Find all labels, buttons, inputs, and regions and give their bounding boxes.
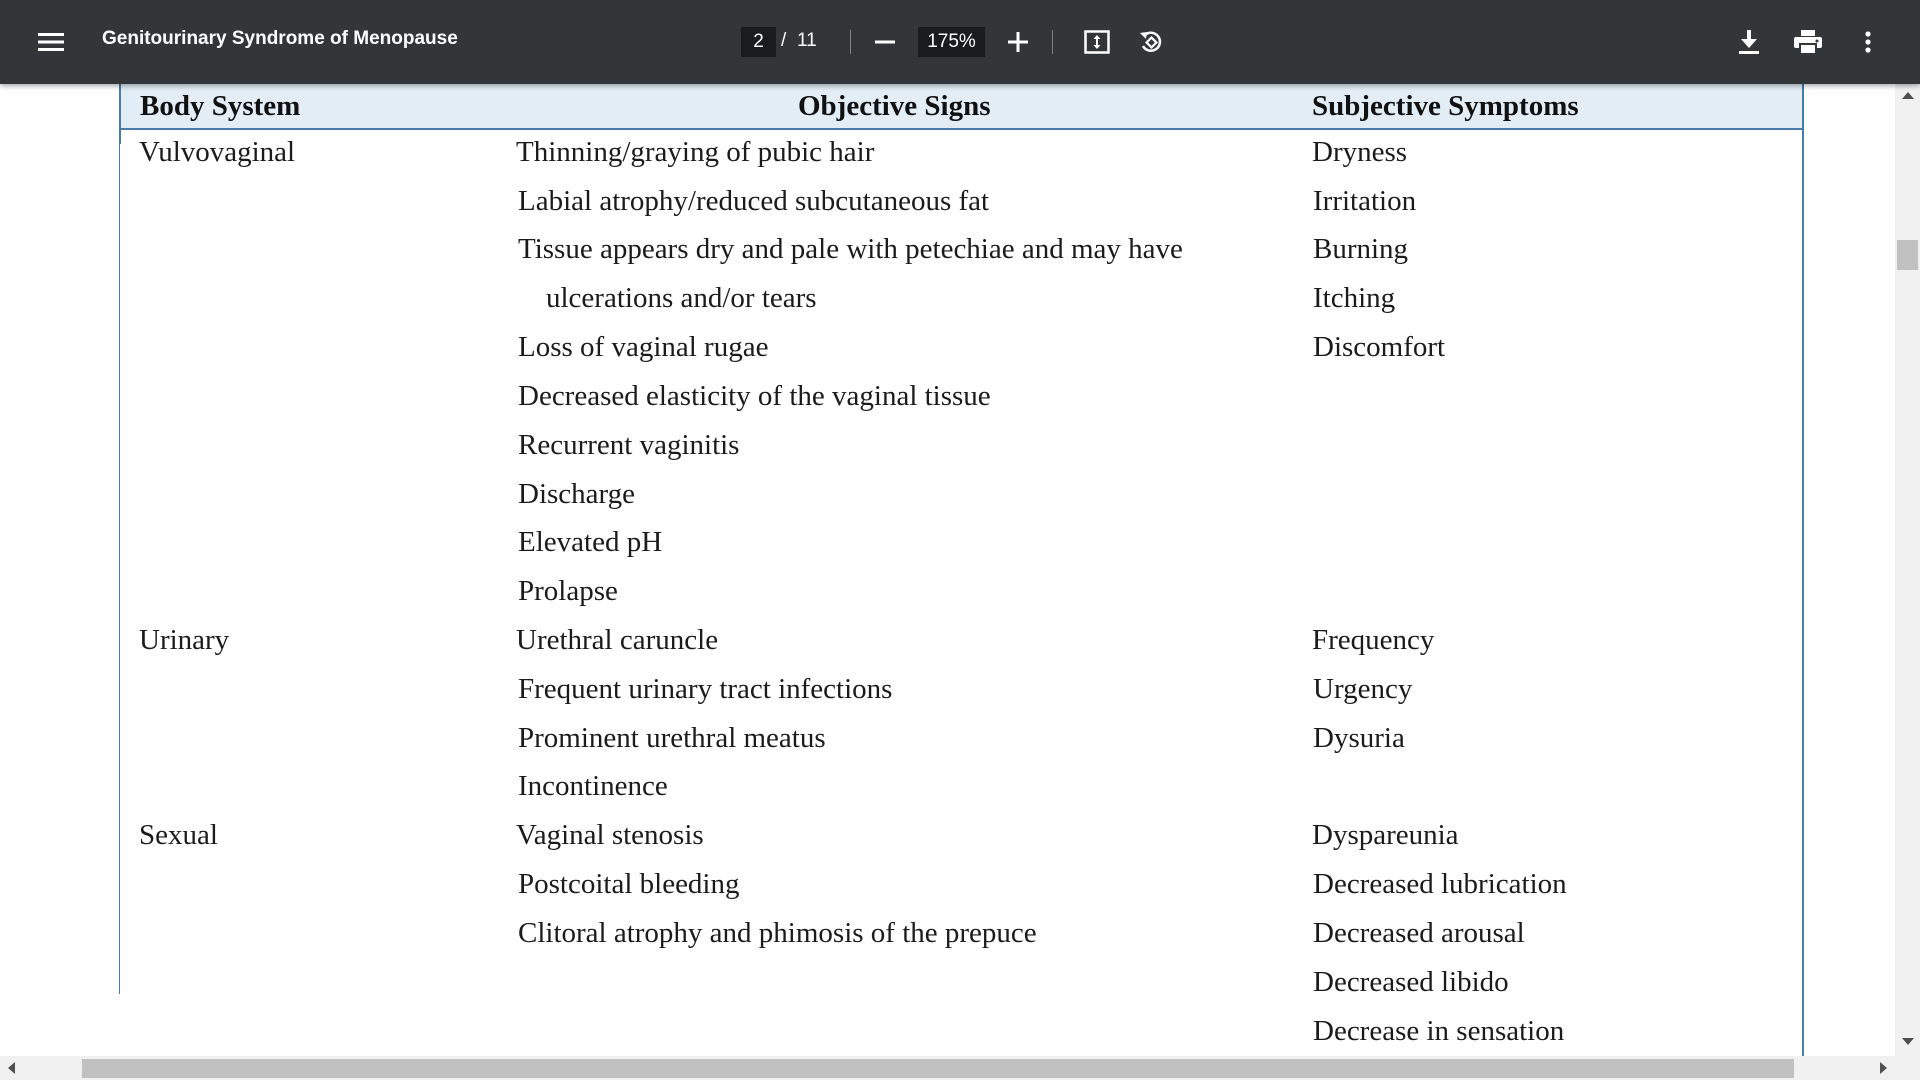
subjective-symptom-cell: Decrease in sensation [1313, 1015, 1565, 1047]
download-icon[interactable] [1727, 20, 1771, 64]
pdf-page [119, 84, 1804, 1056]
body-system-cell: Urinary [139, 624, 230, 656]
objective-sign-cell: Frequent urinary tract infections [518, 673, 893, 705]
vertical-scroll-thumb[interactable] [1897, 240, 1918, 270]
pdf-viewer[interactable] [0, 84, 1920, 1080]
header-subjective-symptoms: Subjective Symptoms [1312, 90, 1579, 122]
body-system-cell: Vulvovaginal [139, 136, 296, 168]
subjective-symptom-cell: Decreased libido [1313, 966, 1509, 998]
objective-sign-cell: Labial atrophy/reduced subcutaneous fat [518, 185, 990, 217]
scroll-down-arrow-icon[interactable] [1902, 1038, 1914, 1045]
scroll-up-arrow-icon[interactable] [1902, 92, 1914, 99]
fit-to-page-icon[interactable] [1075, 20, 1119, 64]
print-icon[interactable] [1786, 20, 1830, 64]
table-border-left [119, 144, 120, 994]
objective-sign-cell: Clitoral atrophy and phimosis of the prepuce [518, 917, 1037, 949]
objective-sign-cell: Thinning/graying of pubic hair [516, 136, 875, 168]
scroll-right-arrow-icon[interactable] [1880, 1062, 1887, 1074]
vertical-scrollbar[interactable] [1895, 84, 1920, 1056]
objective-sign-cell: Prolapse [518, 575, 618, 607]
objective-sign-cell: Incontinence [518, 770, 668, 802]
objective-sign-cell: Elevated pH [518, 526, 663, 558]
hamburger-menu-icon[interactable] [29, 20, 73, 64]
objective-sign-cell: Recurrent vaginitis [518, 429, 740, 461]
objective-sign-cell: Loss of vaginal rugae [518, 331, 769, 363]
page-separator: / [781, 30, 787, 51]
objective-sign-cell: Discharge [518, 478, 636, 510]
page-number-input[interactable] [741, 27, 776, 57]
toolbar-divider [850, 30, 851, 54]
plus-icon[interactable] [996, 20, 1040, 64]
subjective-symptom-cell: Urgency [1313, 673, 1413, 705]
subjective-symptom-cell: Dryness [1312, 136, 1408, 168]
objective-sign-cell: Decreased elasticity of the vaginal tissue [518, 380, 991, 412]
subjective-symptom-cell: Decreased arousal [1313, 917, 1525, 949]
total-pages: 11 [797, 30, 817, 51]
subjective-symptom-cell: Frequency [1312, 624, 1435, 656]
objective-sign-cell: Tissue appears dry and pale with petechiae and may have [518, 233, 1183, 265]
subjective-symptom-cell: Decreased lubrication [1313, 868, 1567, 900]
objective-sign-cell: ulcerations and/or tears [546, 282, 817, 314]
objective-sign-cell: Prominent urethral meatus [518, 722, 826, 754]
subjective-symptom-cell: Irritation [1313, 185, 1417, 217]
zoom-level-input[interactable] [918, 27, 985, 57]
horizontal-scroll-thumb[interactable] [82, 1059, 1794, 1078]
table-header [121, 84, 1802, 130]
subjective-symptom-cell: Burning [1313, 233, 1409, 265]
objective-sign-cell: Postcoital bleeding [518, 868, 740, 900]
more-vertical-icon[interactable] [1846, 20, 1890, 64]
pdf-toolbar [0, 0, 1920, 84]
toolbar-divider [1052, 30, 1053, 54]
header-body-system: Body System [140, 90, 301, 122]
minus-icon[interactable] [863, 20, 907, 64]
scroll-left-arrow-icon[interactable] [8, 1062, 15, 1074]
document-title: Genitourinary Syndrome of Menopause [102, 28, 458, 49]
objective-sign-cell: Urethral caruncle [516, 624, 719, 656]
header-objective-signs: Objective Signs [798, 90, 991, 122]
subjective-symptom-cell: Dysuria [1313, 722, 1405, 754]
subjective-symptom-cell: Itching [1313, 282, 1396, 314]
objective-sign-cell: Vaginal stenosis [516, 819, 704, 851]
subjective-symptom-cell: Discomfort [1313, 331, 1446, 363]
subjective-symptom-cell: Dyspareunia [1312, 819, 1459, 851]
rotate-counterclockwise-icon[interactable] [1129, 20, 1173, 64]
body-system-cell: Sexual [139, 819, 218, 851]
